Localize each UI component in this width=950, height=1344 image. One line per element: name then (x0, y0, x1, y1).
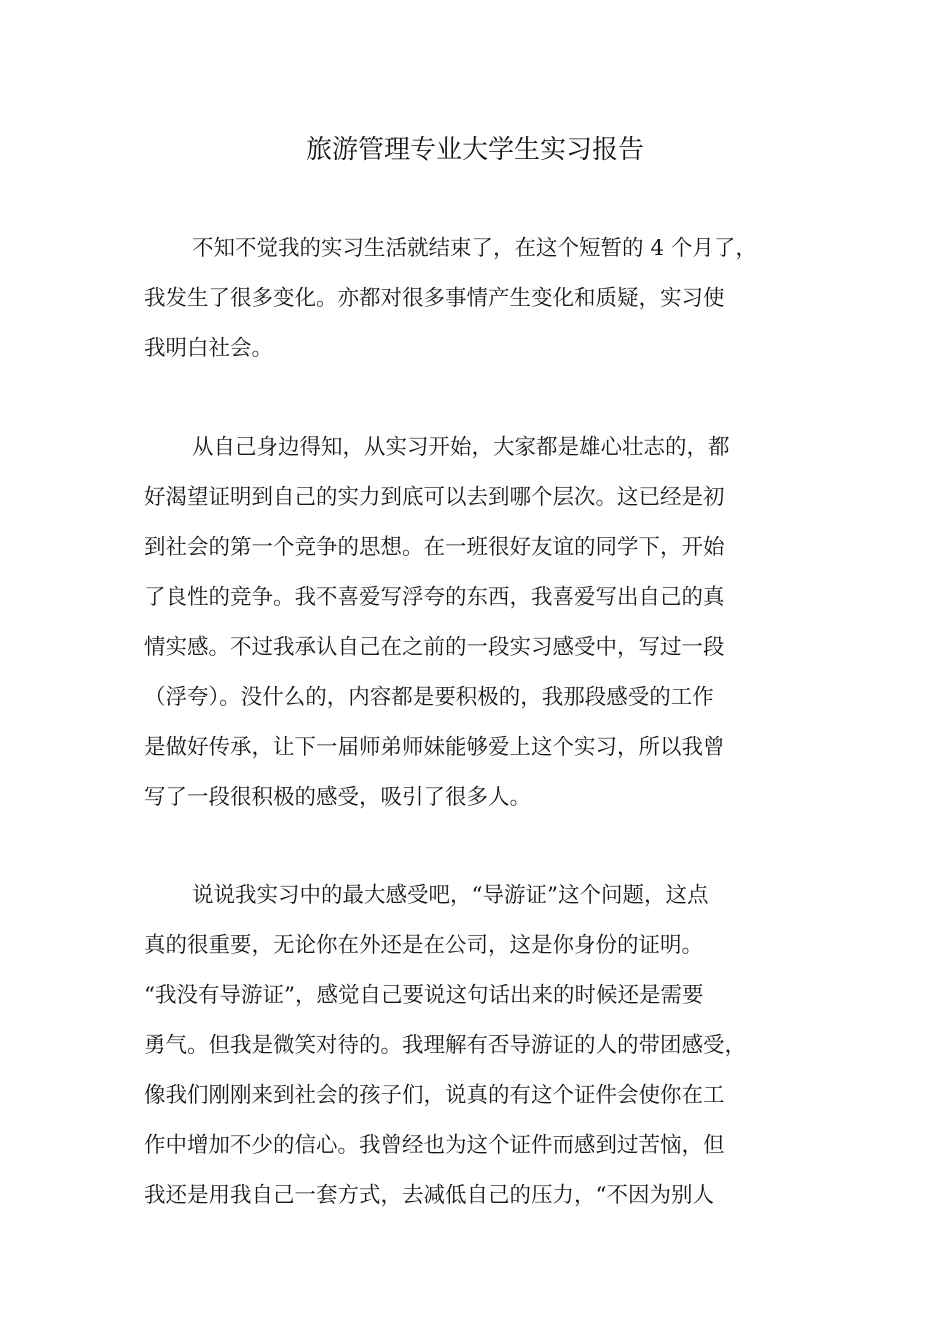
paragraph-2 (144, 423, 834, 823)
paragraph-line: 我还是用我自己一套方式，去减低自己的压力，“不因为别人 (144, 1183, 714, 1208)
paragraph-1 (144, 224, 834, 374)
paragraph-line: 不知不觉我的实习生活就结束了，在这个短暂的 4 个月了， (192, 236, 757, 261)
paragraph-line: 情实感。不过我承认自己在之前的一段实习感受中，写过一段 (144, 635, 725, 660)
paragraph-line: “我没有导游证”，感觉自己要说这句话出来的时候还是需要 (144, 983, 704, 1008)
paragraph-line: 是做好传承，让下一届师弟师妹能够爱上这个实习，所以我曾 (144, 735, 725, 760)
paragraph-line: 到社会的第一个竞争的思想。在一班很好友谊的同学下，开始 (144, 535, 725, 560)
paragraph-line: 写了一段很积极的感受，吸引了很多人。 (144, 785, 532, 810)
paragraph-line: 真的很重要，无论你在外还是在公司，这是你身份的证明。 (144, 933, 704, 958)
paragraph-3 (144, 871, 834, 1221)
paragraph-line: 我发生了很多变化。亦都对很多事情产生变化和质疑，实习使 (144, 286, 725, 311)
paragraph-line: 勇气。但我是微笑对待的。我理解有否导游证的人的带团感受， (144, 1033, 747, 1058)
paragraph-line: 了良性的竞争。我不喜爱写浮夸的东西，我喜爱写出自己的真 (144, 585, 725, 610)
document-title: 旅游管理专业大学生实习报告 (305, 135, 644, 165)
paragraph-line: 我明白社会。 (144, 336, 274, 361)
paragraph-line: 像我们刚刚来到社会的孩子们，说真的有这个证件会使你在工 (144, 1083, 725, 1108)
paragraph-line: 说说我实习中的最大感受吧，“导游证”这个问题，这点 (192, 883, 709, 908)
paragraph-line: 从自己身边得知，从实习开始，大家都是雄心壮志的，都 (192, 435, 730, 460)
paragraph-line: （浮夸）。没什么的，内容都是要积极的，我那段感受的工作 (144, 685, 714, 710)
paragraph-line: 好渴望证明到自己的实力到底可以去到哪个层次。这已经是初 (144, 485, 725, 510)
paragraph-line: 作中增加不少的信心。我曾经也为这个证件而感到过苦恼，但 (144, 1133, 725, 1158)
